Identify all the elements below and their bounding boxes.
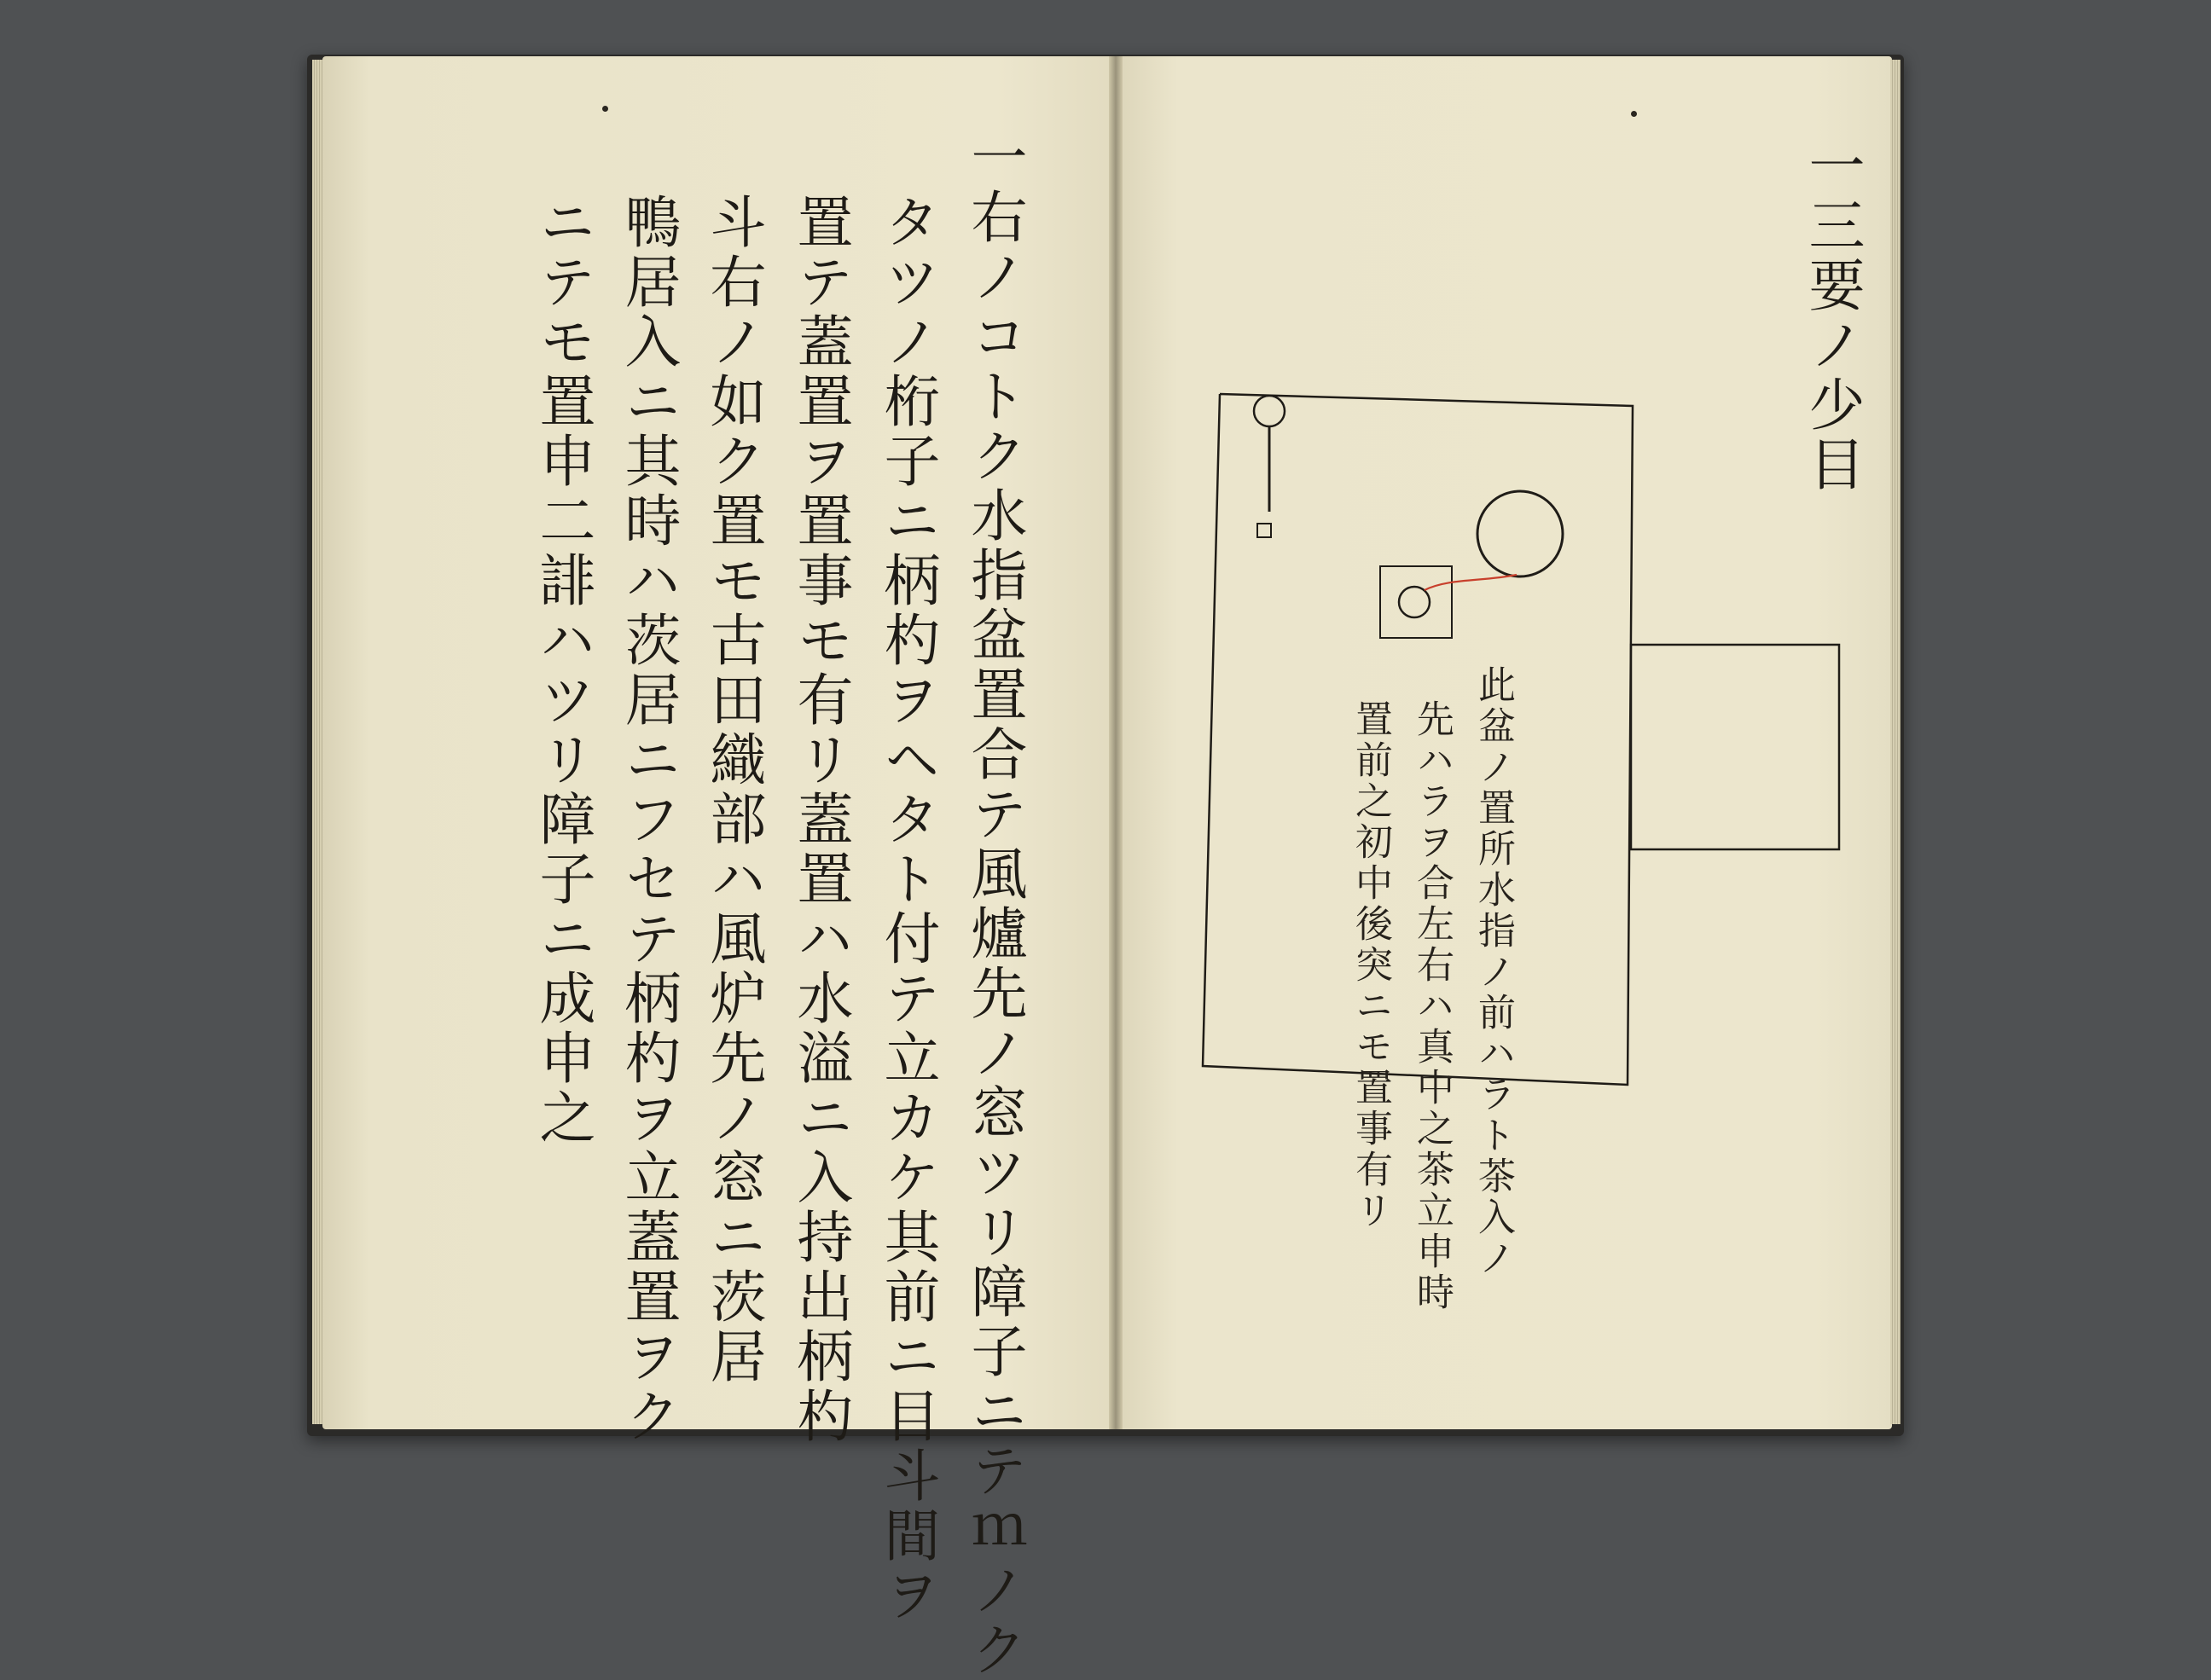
placement-diagram [1201, 392, 1849, 1092]
left-text-column-5: 鴨居入ニ其時ハ茨居ニフセテ柄杓ヲ立蓋置ヲク [615, 193, 681, 1446]
ladle-cup-circle [1254, 396, 1285, 426]
binding-hole [602, 106, 608, 112]
lid-rest-square [1257, 524, 1271, 537]
left-text-column-3: 置テ蓋置ヲ置事モ有リ蓋置ハ水溢ニ入持出柄杓 [787, 193, 853, 1446]
left-text-column-4: 斗右ノ如ク置モ古田織部ハ風炉先ノ窓ニ茨居 [700, 193, 766, 1387]
water-jar-circle [1477, 491, 1563, 576]
red-guide-line [1425, 575, 1517, 590]
left-text-column-2: タツノ桁子ニ柄杓ヲヘタト付テ立カケ其前ニ目斗間ヲ [874, 193, 940, 1625]
tea-caddy-circle [1399, 587, 1430, 617]
right-page-edges [1890, 60, 1901, 1424]
diagram-note-column-1: 此盆ノ置所水指ノ前ハラト茶入ノ [1471, 665, 1515, 1279]
tea-caddy-box [1380, 566, 1452, 638]
diagram-note-column-3: 置前之初中後突ニモ置事有リ [1349, 699, 1392, 1231]
book-gutter [1109, 56, 1123, 1429]
diagram-note-column-2: 先ハラヲ合左右ハ真中之茶立申時 [1410, 699, 1454, 1313]
side-board [1631, 645, 1839, 849]
binding-hole [1631, 111, 1637, 117]
left-text-column-6: ニテモ置申二誹ハツリ障子ニ成申之 [530, 193, 595, 1148]
left-text-column-1: 一右ノコトク水指盆置合テ風爐先ノ窓ツリ障子ニテｍノク [961, 128, 1027, 1680]
right-title-column: 一三要ノ少目 [1799, 136, 1865, 495]
